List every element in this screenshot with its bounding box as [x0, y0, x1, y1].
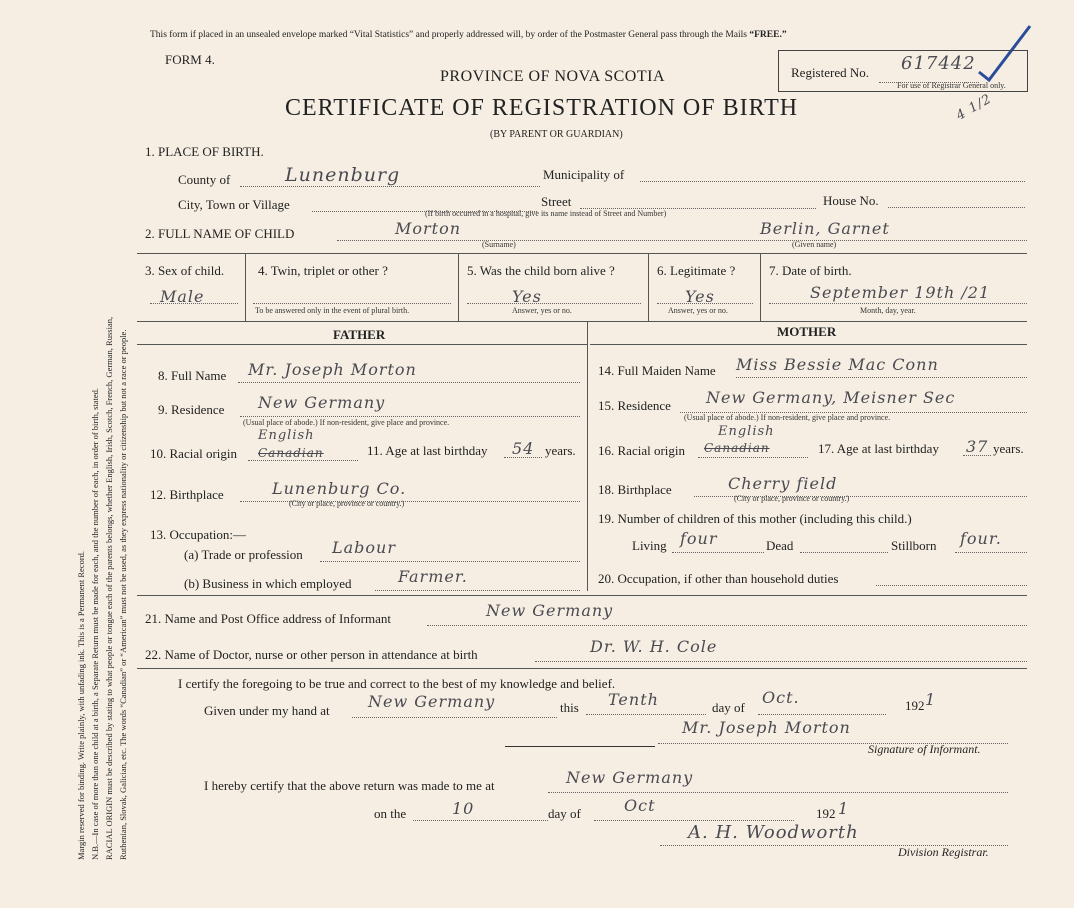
father-racial-label: 10. Racial origin — [150, 446, 238, 461]
mother-age-unit: years. — [993, 441, 1024, 456]
mother-residence-value: New Germany, Meisner Sec — [706, 388, 956, 407]
mother-racial-struck: Canadian — [704, 441, 770, 455]
mother-residence-label: 15. Residence — [598, 398, 671, 413]
father-birthplace-value: Lunenburg Co. — [272, 479, 407, 498]
legitimate-caption: Answer, yes or no. — [668, 306, 728, 315]
living-value: four — [680, 529, 718, 548]
registrar-caption: Division Registrar. — [898, 845, 989, 859]
racial-origin-note: RACIAL ORIGIN must be described by stating to what people or tongue each of the parents belongs, whether English, Irish, Scotch, French, German, Russian, — [104, 316, 114, 860]
child-name-label: 2. FULL NAME OF CHILD — [145, 226, 295, 241]
county-label: County of — [178, 172, 231, 187]
mother-age-value: 37 — [966, 437, 989, 456]
alive-value: Yes — [512, 287, 542, 306]
mother-racial-label: 16. Racial origin — [598, 443, 686, 458]
legitimate-label: 6. Legitimate ? — [657, 263, 736, 278]
registrar-certify-text: I hereby certify that the above return was made to me at — [204, 778, 495, 793]
twin-note: To be answered only in the event of plural birth. — [255, 306, 410, 315]
registrar-day-of-label: day of — [548, 806, 581, 821]
racial-origin-note-cont: Ruthenian, Slovak, Galician, etc. The words “Canadian” or “American” must not be used, as they express nationality or citizenship but not a race or people. — [118, 329, 128, 860]
county-value: Lunenburg — [285, 164, 401, 186]
birth-date-label: 7. Date of birth. — [769, 263, 852, 278]
given-name-caption: (Given name) — [792, 240, 837, 249]
registrar-day-value: 10 — [452, 799, 475, 818]
stillborn-value: four. — [960, 529, 1002, 548]
living-label: Living — [632, 538, 667, 553]
given-year-prefix: 192 — [905, 698, 925, 713]
child-surname: Morton — [395, 219, 462, 238]
page-subtitle: (BY PARENT OR GUARDIAN) — [490, 129, 623, 140]
father-business-value: Farmer. — [398, 567, 468, 586]
doctor-label: 22. Name of Doctor, nurse or other person in attendance at birth — [145, 647, 478, 662]
dead-label: Dead — [766, 538, 794, 553]
hospital-note: (If birth occurred in a hospital, give its name instead of Street and Number) — [425, 209, 667, 218]
birth-date-caption: Month, day, year. — [860, 306, 916, 315]
page-title: CERTIFICATE OF REGISTRATION OF BIRTH — [285, 95, 799, 121]
alive-label: 5. Was the child born alive ? — [467, 263, 615, 278]
registered-number: 617442 — [901, 53, 976, 74]
father-racial-value: English — [258, 428, 315, 443]
margin-mark: 4 1/2 — [953, 91, 995, 124]
surname-caption: (Surname) — [482, 240, 516, 249]
father-name-label: 8. Full Name — [158, 368, 227, 383]
house-label: House No. — [823, 193, 879, 208]
given-label: Given under my hand at — [204, 703, 330, 718]
given-place-value: New Germany — [368, 692, 496, 711]
city-label: City, Town or Village — [178, 197, 290, 212]
child-given-name: Berlin, Garnet — [760, 219, 890, 238]
informant-value: New Germany — [486, 601, 614, 620]
nb-note: N.B.—In case of more than one child at a birth, a Separate Return must be made for each, and the number of each, in order of birth, stated. — [90, 387, 100, 860]
certify-text: I certify the foregoing to be true and correct to the best of my knowledge and belief. — [178, 676, 616, 691]
given-month-value: Oct. — [762, 688, 800, 707]
mother-racial-value: English — [718, 424, 775, 439]
informant-label: 21. Name and Post Office address of Informant — [145, 611, 391, 626]
legitimate-value: Yes — [685, 287, 715, 306]
given-day-of-label: day of — [712, 700, 745, 715]
birth-date-value: September 19th /21 — [810, 283, 991, 302]
margin-note: Margin reserved for binding. Write plainly, with unfading ink. This is a Permanent Record. — [76, 550, 86, 860]
father-residence-note: (Usual place of abode.) If non-resident, give place and province. — [243, 418, 450, 427]
form-number: FORM 4. — [165, 52, 215, 67]
mother-name-label: 14. Full Maiden Name — [598, 363, 716, 378]
father-business-label: (b) Business in which employed — [184, 576, 352, 591]
given-day-value: Tenth — [608, 690, 659, 709]
doctor-value: Dr. W. H. Cole — [590, 637, 718, 656]
father-trade-label: (a) Trade or profession — [184, 547, 303, 562]
sex-value: Male — [160, 287, 205, 306]
place-of-birth-heading: 1. PLACE OF BIRTH. — [145, 144, 264, 159]
sex-label: 3. Sex of child. — [145, 263, 225, 278]
father-heading: FATHER — [333, 327, 386, 342]
street-label: Street — [541, 194, 572, 209]
mother-birthplace-label: 18. Birthplace — [598, 482, 672, 497]
registrar-place-value: New Germany — [566, 768, 694, 787]
father-occupation-label: 13. Occupation:— — [150, 527, 247, 542]
mother-children-label: 19. Number of children of this mother (including this child.) — [598, 511, 912, 526]
registrar-year-value: 1 — [838, 799, 850, 818]
father-age-unit: years. — [545, 443, 576, 458]
father-residence-label: 9. Residence — [158, 402, 225, 417]
mother-age-label: 17. Age at last birthday — [818, 441, 939, 456]
father-name-value: Mr. Joseph Morton — [248, 360, 417, 379]
mail-notice: This form if placed in an unsealed envelope marked “Vital Statistics” and properly addressed will, by order of the Postmaster General pass through the Mails “FREE.” — [150, 30, 787, 40]
free-mark: “FREE.” — [749, 30, 787, 40]
father-birthplace-label: 12. Birthplace — [150, 487, 224, 502]
given-year-value: 1 — [925, 690, 937, 709]
informant-signature-caption: Signature of Informant. — [868, 742, 981, 756]
mother-occupation-label: 20. Occupation, if other than household duties — [598, 571, 839, 586]
registered-label: Registered No. — [791, 65, 869, 80]
municipality-label: Municipality of — [543, 167, 625, 182]
father-age-value: 54 — [512, 439, 535, 458]
registered-box — [778, 50, 1028, 92]
province-heading: PROVINCE OF NOVA SCOTIA — [440, 68, 666, 85]
mother-birthplace-note: (City or place, province or country.) — [734, 494, 850, 503]
stillborn-label: Stillborn — [891, 538, 937, 553]
registrar-note: For use of Registrar General only. — [897, 81, 1006, 90]
father-age-label: 11. Age at last birthday — [367, 443, 488, 458]
alive-caption: Answer, yes or no. — [512, 306, 572, 315]
registrar-year-prefix: 192 — [816, 806, 836, 821]
twin-label: 4. Twin, triplet or other ? — [258, 263, 388, 278]
this-label: this — [560, 700, 579, 715]
registrar-signature: A. H. Woodworth — [688, 822, 859, 843]
informant-signature: Mr. Joseph Morton — [682, 718, 851, 737]
registrar-month-value: Oct — [624, 796, 656, 815]
mother-residence-note: (Usual place of abode.) If non-resident, give place and province. — [684, 413, 891, 422]
mother-heading: MOTHER — [777, 324, 837, 339]
father-residence-value: New Germany — [258, 393, 386, 412]
mother-name-value: Miss Bessie Mac Conn — [736, 355, 939, 374]
mother-birthplace-value: Cherry field — [728, 474, 838, 493]
father-trade-value: Labour — [332, 538, 396, 557]
father-racial-struck: Canadian — [258, 446, 324, 460]
father-birthplace-note: (City or place, province or country.) — [289, 499, 405, 508]
on-the-label: on the — [374, 806, 407, 821]
